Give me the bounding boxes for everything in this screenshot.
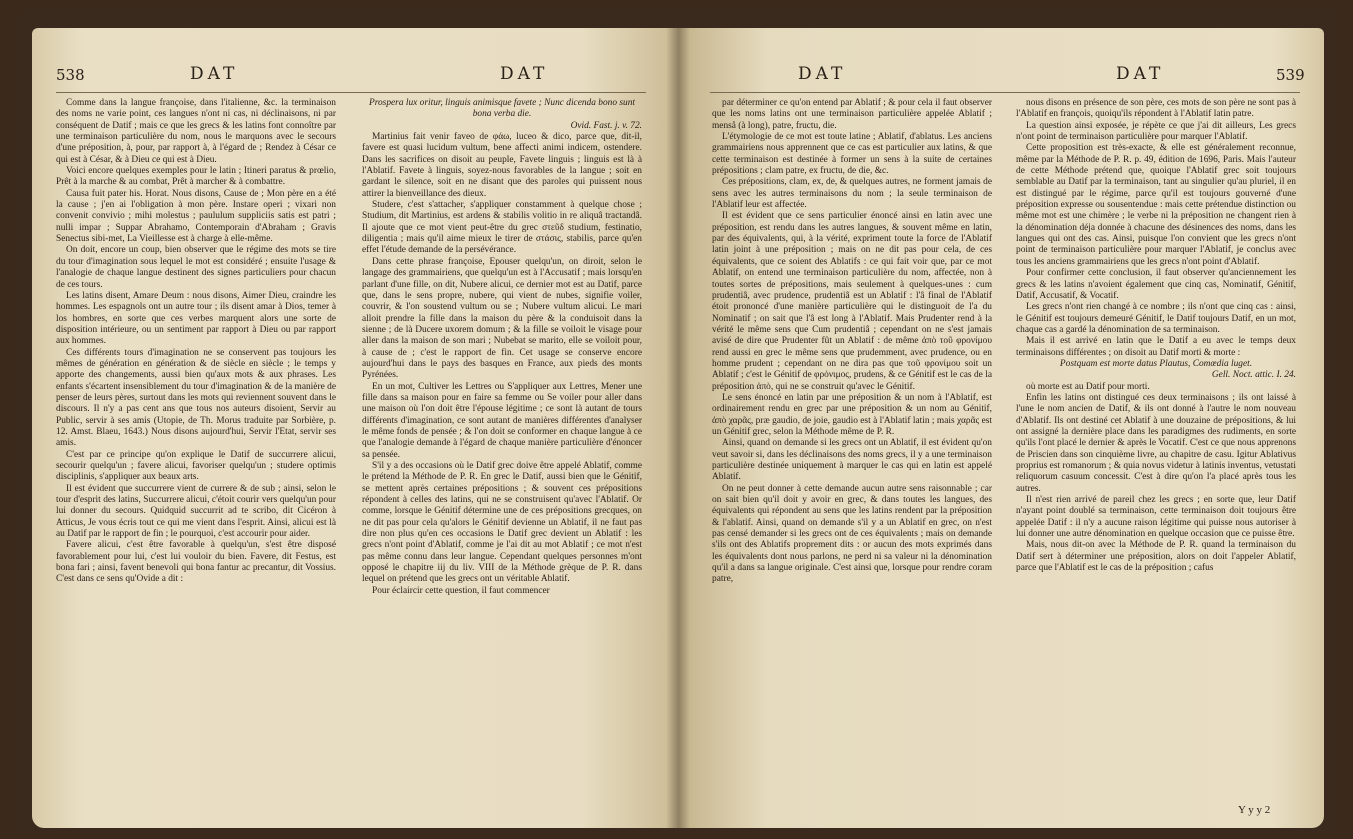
paragraph: Il est évident que succurrere vient de currere & de sub ; ainsi, selon le tour d'esprit des latins, Succurrere alicui, c'étoit courir vers quelqu'un pour lui donner du secours. Quidquid succurrit ad te scribo, dit Cicéron à Atticus, Je vous écris tout ce qui me vient dans l'esprit. Ainsi, alicui est là au Datif par le rapport de fin ; le pourquoi, c'est accourir pour aider. [56,483,336,540]
paragraph: Ces prépositions, clam, ex, de, & quelques autres, ne forment jamais de sens avec les autres terminaisons du nom ; la seule terminaison de l'Ablatif leur est affectée. [712,177,992,211]
right-header-rule [710,92,1300,93]
paragraph: En un mot, Cultiver les Lettres ou S'appliquer aux Lettres, Mener une fille dans sa maison pour en faire sa femme ou Se voiler pour aller dans une maison où l'on doit être l'épouse légitime ; ce sont là autant de tours différents d'imagination, ce sont autant de manières différentes d'analyser le même fonds de pensée ; & l'on doit se conformer en chaque langue à ce que l'analogie demande à l'égard de chaque manière particulière d'énoncer sa pensée. [362,381,642,460]
paragraph: où morte est au Datif pour morti. [1026,381,1150,392]
paragraph: Causa fuit pater his. Horat. Nous disons, Cause de ; Mon père en a été la cause ; j'en ai l'obligation à mon père. Instare operi ; vixari non convenit convivio ; mihi molestus ; paululum suppliciis satis est patri ; nulli impar ; Suppar Abrahamo, Contemporain d'Abraham ; Gravis Senectus sibi-met, La Vieillesse est à charge à elle-même. [56,188,336,245]
signature-mark: Y y y 2 [1238,804,1271,816]
paragraph: Le sens énoncé en latin par une préposition & un nom à l'Ablatif, est ordinairement rendu en grec par une préposition & un nom au Génitif, ἀπὸ χαρᾶς, præ gaudio, de joie, gaudio est à l'Ablatif latin ; mais χαρᾶς est un Génitif grec, selon la Méthode même de P. R. [712,392,992,437]
paragraph: Enfin les latins ont distingué ces deux terminaisons ; ils ont laissé à l'une le nom ancien de Datif, & ils ont donné à l'autre le nom nouveau d'Ablatif. Ils ont destiné cet Ablatif à une douzaine de prépositions, & lui ont assigné la dernière place dans les paradigmes des rudiments, en sorte qu'ils l'ont placé le dernier & après le Vocatif. C'est ce que nous apprenons de Priscien dans son cinquième livre, au chapitre de casu. Igitur Ablativus proprius est romanorum ; & quia novus videtur à latinis inventus, vetustati reliquorum casuum concessit. C'est à dire qu'on l'a placé après tous les autres. [1016,392,1296,494]
left-page-number: 538 [56,66,85,84]
paragraph: Pour éclaircir cette question, il faut commencer [372,585,550,596]
paragraph: Il est évident que ce sens particulier énoncé ainsi en latin avec une préposition, est rendu dans les autres langues, & souvent même en latin, par des équivalents, qui, à la vérité, expriment toute la force de l'Ablatif latin joint à une préposition ; mais on ne dit pas pour cela, de ces équivalents, que ce soient des Ablatifs : ce qui fait voir que, par ce mot Ablatif, on entend une terminaison particulière du nom, affectée, non à toutes sortes de prépositions, mais seulement à quelques-unes : cum prudentiâ, avec prudence, prudentiâ est un Ablatif : l'â final de l'Ablatif étoit prononcé d'une manière particulière qui le distinguoit de l'a du Nominatif ; on sait que l'â est long à l'Ablatif. Mais Prudenter rend à la vérité le même sens que Cum prudentiâ ; cependant on ne s'est jamais avisé de dire que Prudenter fût un Ablatif : de même ἀπὸ τοῦ φρονίμου rend aussi en grec le même sens que prudemment, avec prudence, ou en homme prudent ; cependant on ne dira pas que τοῦ φρονίμου soit un Ablatif ; c'est le Génitif de φρόνιμος, prudens, & ce Génitif est le cas de la préposition ἀπὸ, qui ne se construit qu'avec le Génitif. [712,211,992,392]
paragraph: On ne peut donner à cette demande aucun autre sens raisonnable ; car on sait bien qu'il doit y avoir en grec, & dans toutes les langues, des équivalents qui répondent au sens que les latins rendent par la préposition & l'ablatif. Ainsi, quand on demande s'il y a un Ablatif en grec, on n'est pas censé demander si les grecs ont de ces équivalents ; mais on demande s'ils ont des Ablatifs proprement dits : or aucun des mots exprimés dans les équivalents dont nous parlons, ne perd ni sa valeur ni la dénomination qu'il a dans sa langue originale. C'est ainsi que, lorsque pour rendre coram patre, [712,483,992,585]
open-book [18,10,1335,832]
paragraph: Dans cette phrase françoise, Epouser quelqu'un, on diroit, selon le langage des grammairiens, que quelqu'un est à l'Accusatif ; mais lorsqu'en parlant d'une fille, on dit, Nubere alicui, ce dernier mot est au Datif, parce que, dans le sens propre, nubere, qui vient de nubes, signifie voiler, couvrir, & l'on soustend vultum ou se ; Nubere vultum alicui. Le mari alloit prendre la fille dans la maison du père & la conduisoit dans la sienne ; de là Ducere uxorem domum ; & la fille se voiloit le visage pour aller dans la maison de son mari ; Nubebat se marito, elle se voiloit pour, à cause de ; c'est le rapport de fin. Cet usage se conserve encore aujourd'hui dans le pays des basques en France, aux pieds des monts Pyrénées. [362,256,642,381]
paragraph: Cette proposition est très-exacte, & elle est généralement reconnue, même par la Méthode de P. R. p. 49, édition de 1696, Paris. Mais l'auteur de cette Méthode prétend que, quoique l'Ablatif grec soit toujours semblable au Datif par la terminaison, tant au singulier qu'au pluriel, il en est distingué par le régime, parce qu'il est toujours gouverné d'une préposition expresse ou sousentendue : mais cette prétendue distinction ou même mot est une chimère ; le verbe ni la préposition ne changent rien à la dénomination déja donnée à chacune des désinences des noms, dans les langues qui ont des cas. Ainsi, puisque l'on convient que les grecs n'ont point de terminaison particulière pour marquer l'Ablatif, je conclus avec tous les anciens grammairiens que les grecs n'ont point d'Ablatif. [1016,143,1296,267]
paragraph: Ainsi, quand on demande si les grecs ont un Ablatif, il est évident qu'on veut savoir si, dans les déclinaisons des noms grecs, il y a une terminaison particulière destinée uniquement à marquer le cas qui en latin est appelé Ablatif. [712,438,992,483]
left-running-head-2: DAT [500,64,549,84]
right-running-head-1: DAT [798,64,847,84]
paragraph: S'il y a des occasions où le Datif grec doive être appelé Ablatif, comme le prétend la Méthode de P. R. En grec le Datif, aussi bien que le Génitif, se mettent après certaines prépositions ; & souvent ces prépositions répondent à celles des latins, qui ne se construisent qu'avec l'Ablatif. Or comme, lorsque le Génitif détermine une de ces prépositions grecques, on ne dit pas pour cela qu'alors le Génitif devienne un Ablatif, il ne faut pas dire non plus qu'en ces occasions le Datif grec devient un Ablatif : les grecs n'ont point d'Ablatif, comme je l'ai dit au mot Ablatif ; ce mot n'est pas même connu dans leur langue. Cependant quelques personnes m'ont opposé le chapitre iij du liv. VIII de la Méthode grèque de P. R. dans lequel on prétend que les grecs ont un véritable Ablatif. [362,461,642,585]
right-verse-quote: Postquam est morte datus Plautus, Comœdia luget. [1059,358,1253,369]
paragraph: Pour confirmer cette conclusion, il faut observer qu'anciennement les grecs & les latins n'avoient également que cinq cas, Nominatif, Génitif, Datif, Accusatif, & Vocatif. [1016,268,1296,301]
right-page [678,28,1324,828]
paragraph: nous disons en présence de son père, ces mots de son père ne sont pas à l'Ablatif en françois, quoiqu'ils répondent à l'Ablatif latin patre. [1016,98,1296,120]
paragraph: L'étymologie de ce mot est toute latine ; Ablatif, d'ablatus. Les anciens grammairiens nous apprennent que ce cas est particulier aux latins, & que cette terminaison est destinée à former un sens à la suite de certaines prépositions ; clam patre, ex fructu, de die, &c. [712,132,992,177]
left-page [32,28,678,828]
book-gutter [666,28,690,828]
paragraph: par déterminer ce qu'on entend par Ablatif ; & pour cela il faut observer que les noms latins ont une terminaison particulière appelée Ablatif ; menså (à long), patre, fructu, die. [712,98,992,131]
right-running-head-2: DAT [1116,64,1165,84]
left-verse-citation: Ovid. Fast. j. v. 72. [570,120,642,131]
right-page-number: 539 [1276,66,1305,84]
paragraph: Comme dans la langue françoise, dans l'italienne, &c. la terminaison des noms ne varie point, ces langues n'ont ni cas, ni déclinaisons, ni par conséquent de Datif ; mais ce que les grecs & les latins font connoître par une terminaison particulière du nom, nous le marquons avec le secours d'une préposition, à, pour, par rapport à, à l'égard de ; Rendez à César ce qui est à César, & à Dieu ce qui est à Dieu. [56,98,336,165]
paragraph: Mais il est arrivé en latin que le Datif a eu avec le temps deux terminaisons différentes ; on disoit au Datif morti & morte : [1016,336,1296,358]
paragraph: Mais, nous dit-on avec la Méthode de P. R. quand la terminaison du Datif sert à déterminer une préposition, alors on doit l'appeler Ablatif, parce que l'Ablatif est le cas de la préposition ; cafus [1016,540,1296,574]
paragraph: Martinius fait venir faveo de φάω, luceo & dico, parce que, dit-il, favere est quasi lucidum vultum, bene affecti animi indicem, ostendere. Dans les sacrifices on disoit au peuple, Favete linguis ; linguis est là à l'Ablatif. Favete à linguis, soyez-nous favorables de la langue ; soit en gardant le silence, soit en ne disant que des paroles qui puissent nous attirer la bienveillance des dieux. [362,132,642,199]
paragraph: On doit, encore un coup, bien observer que le régime des mots se tire du tour d'imagination sous lequel le mot est considéré ; ensuite l'usage & l'analogie de chaque langue destinent des signes particuliers pour chacun de ces tours. [56,245,336,290]
left-running-head-1: DAT [190,64,239,84]
right-verse-citation: Gell. Noct. attic. I. 24. [1211,370,1296,381]
paragraph: C'est par ce principe qu'on explique le Datif de succurrere alicui, secourir quelqu'un ; favere alicui, favoriser quelqu'un ; studere optimis disciplinis, s'appliquer aux beaux arts. [56,449,336,483]
paragraph: Ces différents tours d'imagination ne se conservent pas toujours les mêmes de génération en génération & de siècle en siècle ; le temps y apporte des changements, aussi bien qu'aux mots & aux phrases. Les enfants s'écartent insensiblement du tour d'imagination & de la manière de penser de leurs pères, surtout dans les mots qui reviennent souvent dans le discours. Il n'y a pas cent ans que tous nos auteurs disoient, Servir au Public, servir à ses amis (Utopie, de Th. Morus traduite par Sorbière, p. 12. Amst. Blaeu, 1643.) Nous disons aujourd'hui, Servir l'Etat, servir ses amis. [56,347,336,449]
right-column-2 [1016,98,1296,818]
paragraph: Favere alicui, c'est être favorable à quelqu'un, s'est être disposé favorablement pour lui, c'est lui vouloir du bien. Favere, dit Festus, est bona fari ; ainsi, favent benevoli qui bona fantur ac precantur, dit Vossius. C'est dans ce sens qu'Ovide a dit : [56,540,336,585]
left-column-2 [362,98,642,818]
right-column-1 [712,98,992,818]
paragraph: Les latins disent, Amare Deum : nous disons, Aimer Dieu, craindre les hommes. Les espagnols ont un autre tour ; ils disent amar à Dios, temer à los hombres, en sorte que ces verbes marquent alors une sorte de disposition intérieure, ou un sentiment par rapport à Dieu ou par rapport aux hommes. [56,290,336,347]
left-column-1 [56,98,336,818]
left-header-rule [56,92,646,93]
paragraph: Il n'est rien arrivé de pareil chez les grecs ; en sorte que, leur Datif n'ayant point doublé sa terminaison, cette terminaison doit toujours être appelée Datif : il n'y a aucune raison légitime qui puisse nous autoriser à lui donner une autre dénomination en quelque occasion que ce puisse être. [1016,495,1296,540]
paragraph: Studere, c'est s'attacher, s'appliquer constamment à quelque chose ; Studium, dit Martinius, est ardens & stabilis volitio in re aliquâ tractandâ. Il ajoute que ce mot vient peut-être du grec στεῦδ studium, festinatio, diligentia ; mais qu'il aime mieux le tirer de στάσις, stabilis, parce qu'en effet l'étude demande de la persévérance. [362,200,642,256]
paragraph: Voici encore quelques exemples pour le latin ; Itineri paratus & prœlio, Prêt à la marche & au combat, Prêt à marcher & à combattre. [56,166,336,188]
paragraph: La question ainsi exposée, je répète ce que j'ai dit ailleurs, Les grecs n'ont point de terminaison particulière pour marquer l'Ablatif. [1016,120,1296,143]
left-verse-quote: Prospera lux oritur, linguis animisque favete ; Nunc dicenda bono sunt bona verba die. [368,98,636,120]
paragraph: Les grecs n'ont rien changé à ce nombre ; ils n'ont que cinq cas : ainsi, le Génitif est toujours demeuré Génitif, le Datif toujours Datif, en un mot, chaque cas a gardé la dénomination de sa terminaison. [1016,302,1296,335]
